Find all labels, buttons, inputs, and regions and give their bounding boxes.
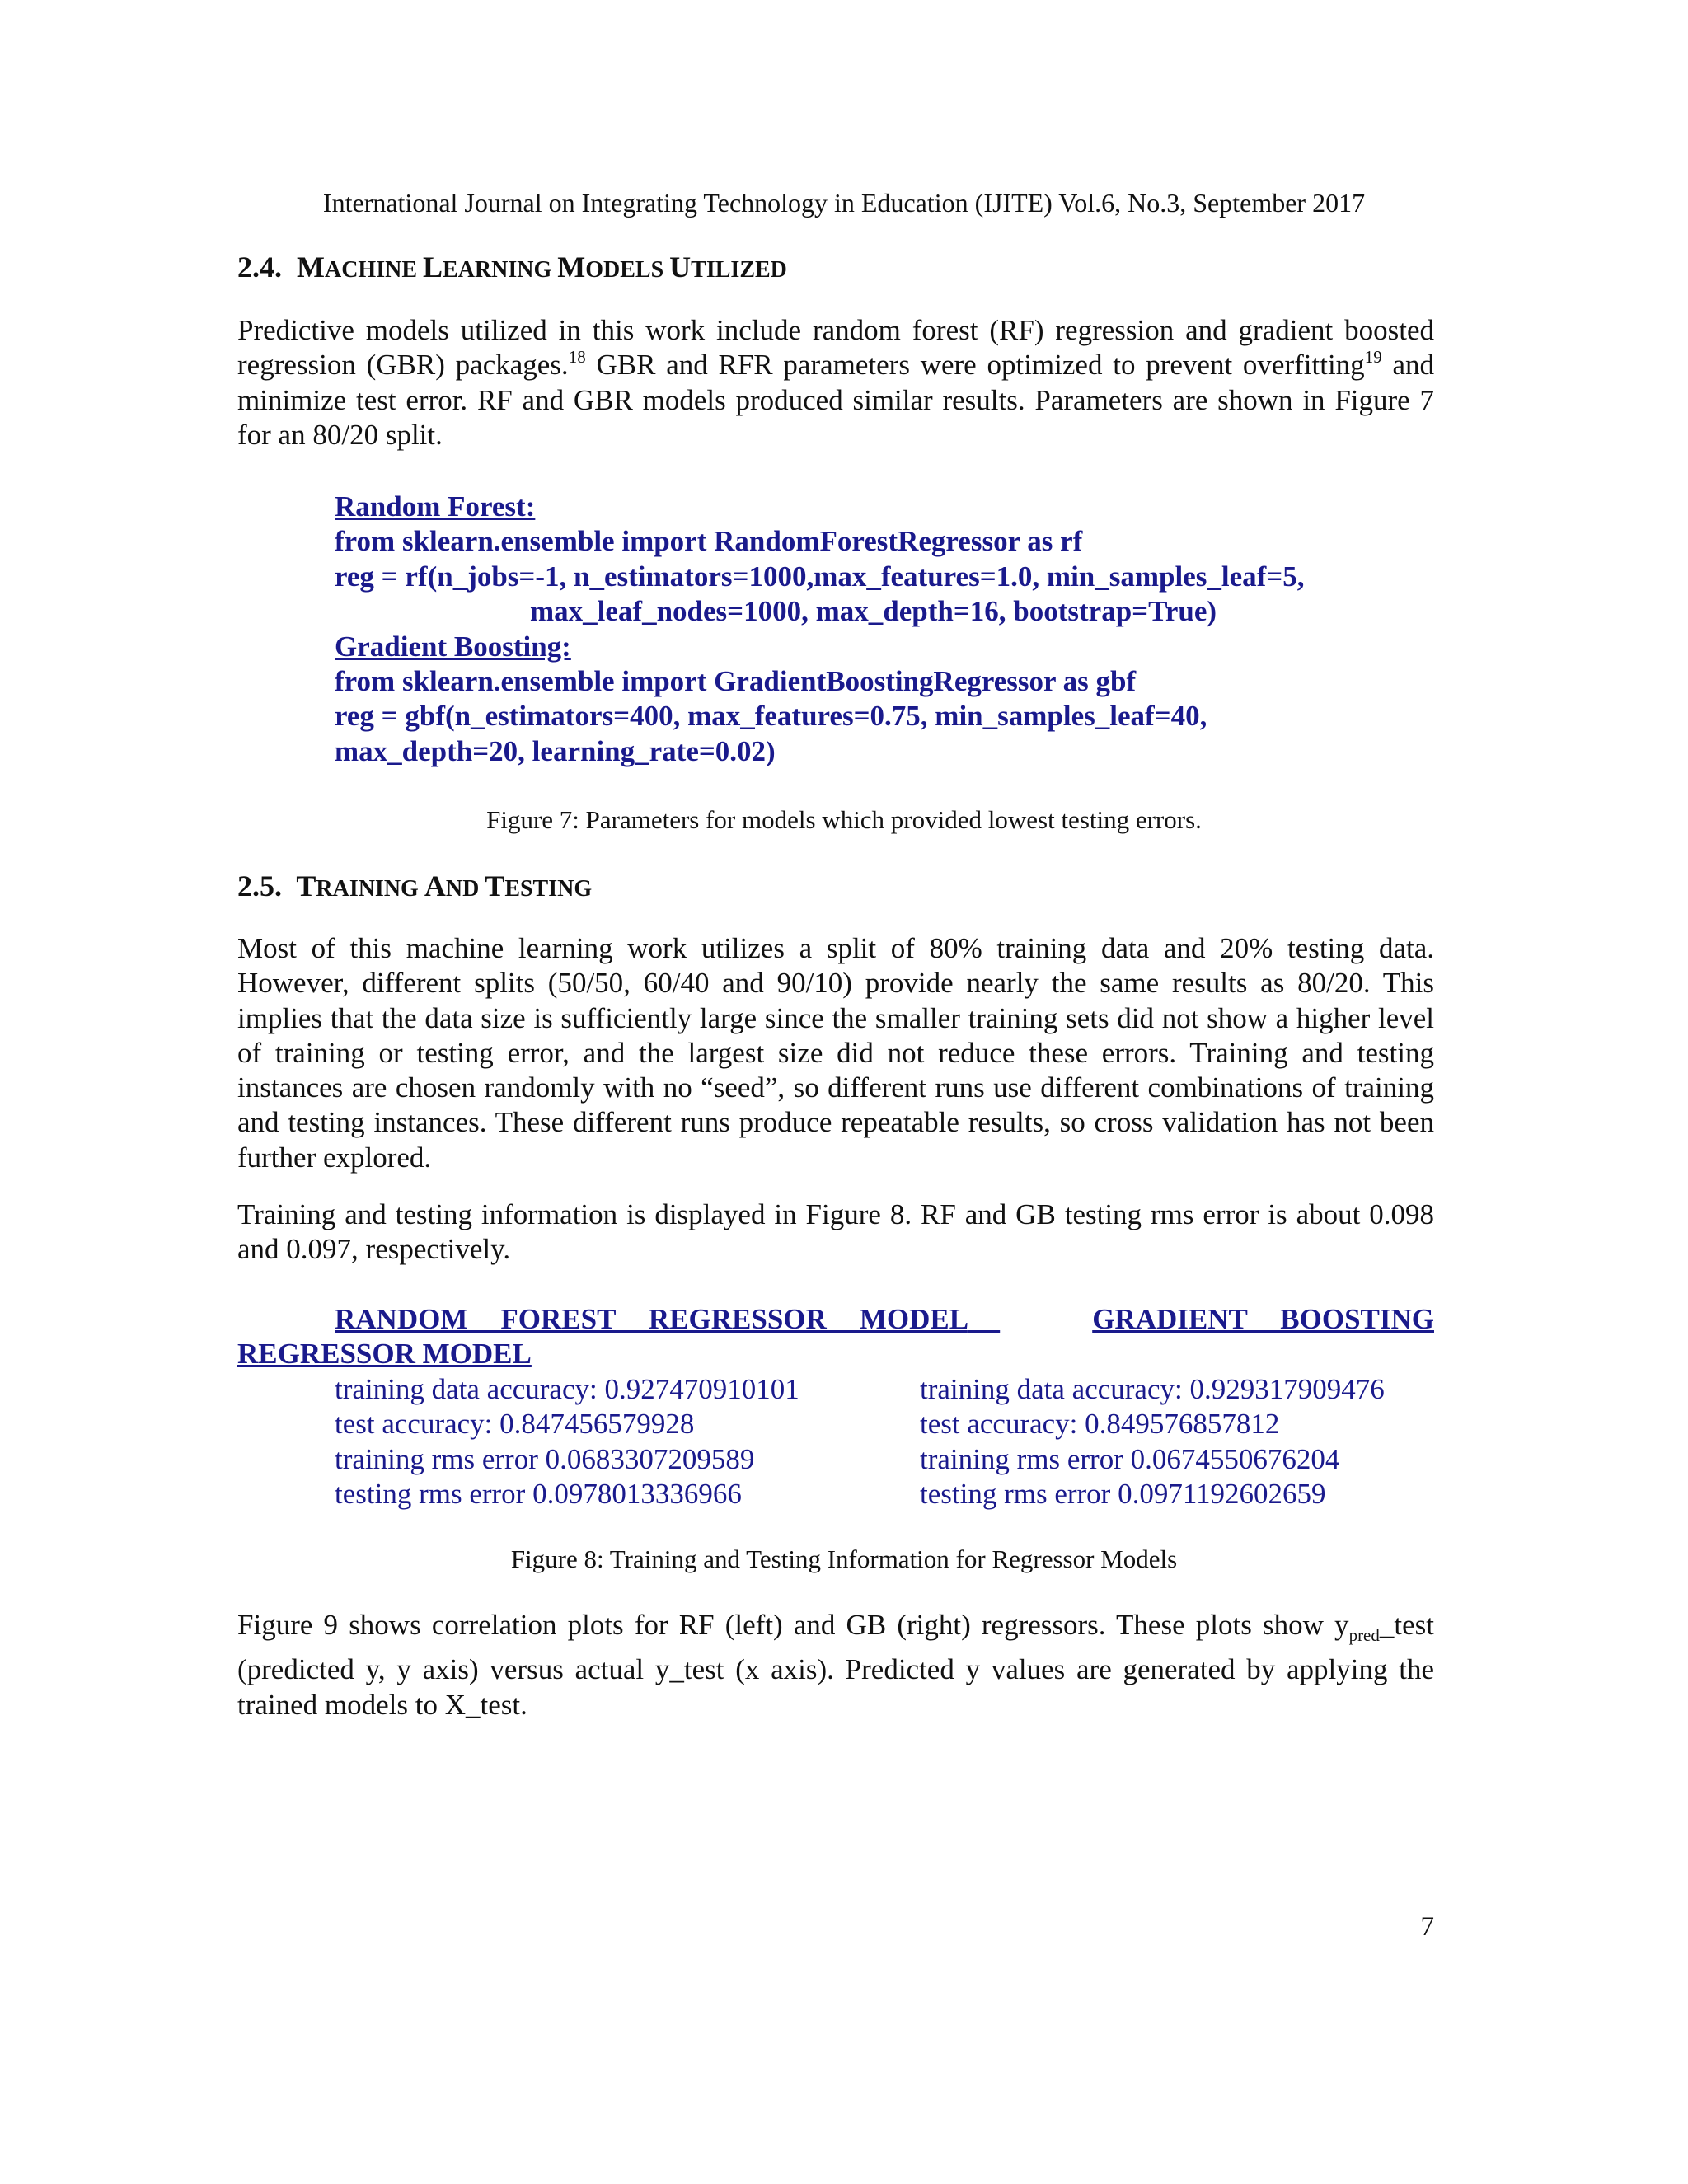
figure8-caption: Figure 8: Training and Testing Information for Regressor Models (510, 1544, 1178, 1573)
pred-subscript: pred (1348, 1625, 1380, 1645)
gb-training-accuracy: training data accuracy: 0.929317909476 (920, 1373, 1385, 1405)
model-headings (237, 1302, 1434, 1371)
rf-training-rms: training rms error 0.0683307209589 (335, 1442, 755, 1475)
rf-model-heading: RANDOM FOREST REGRESSOR MODEL (335, 1303, 968, 1335)
paragraph-figure9-intro: Figure 9 shows correlation plots for RF (left) and GB (right) regressors. These plots show $y_{pred}\_test$ (predicted y, y axis) versus actual y_test (x axis). Predicted y values are generated by applying the trained models to X_test. (237, 1609, 1434, 1721)
section-title: MACHINE LEARNING MODELS UTILIZED (297, 251, 787, 284)
running-header: International Journal on Integrating Technology in Education (IJITE) Vol.6, No.3, September 2017 (322, 188, 1366, 218)
page-number: 7 (1420, 1912, 1434, 1942)
section-title: TRAINING AND TESTING (296, 869, 593, 902)
paragraph-training-testing: Most of this machine learning work utilizes a split of 80% training data and 20% testing data. However, different splits (50/50, 60/40 and 90/10) provide nearly the same results as 80/20. This implies that the data size is sufficiently large since the smaller training sets did not show a higher level of training or testing error, and the largest size did not reduce these errors. Training and testing instances are chosen randomly with no “seed”, so different runs use different combinations of training and testing instances. These different runs produce repeatable results, so cross validation has not been further explored. (237, 932, 1434, 1174)
gb-testing-rms: testing rms error 0.0971192602659 (920, 1477, 1326, 1510)
rf-training-accuracy: training data accuracy: 0.927470910101 (335, 1373, 799, 1405)
gb-code-line2: max_depth=20, learning_rate=0.02) (335, 734, 776, 767)
gb-metrics (920, 1372, 1385, 1511)
rf-testing-rms: testing rms error 0.0978013336966 (335, 1477, 742, 1510)
paragraph-figure8-intro: Training and testing information is displayed in Figure 8. RF and GB testing rms error is about 0.098 and 0.097, respectively. (237, 1198, 1434, 1266)
rf-metrics (335, 1372, 799, 1511)
rf-code-title: Random Forest: (335, 490, 536, 523)
gb-test-accuracy: test accuracy: 0.849576857812 (920, 1408, 1280, 1441)
gb-training-rms: training rms error 0.0674550676204 (920, 1442, 1340, 1475)
gb-model-heading: GRADIENT BOOSTING REGRESSOR MODEL (237, 1303, 1434, 1370)
figure7-caption: Figure 7: Parameters for models which provided lowest testing errors. (486, 805, 1202, 834)
section-heading-2-5 (237, 868, 592, 907)
rf-code-line2: max_leaf_nodes=1000, max_depth=16, bootstrap=True) (530, 595, 1217, 628)
rf-code-import: from sklearn.ensemble import RandomForestRegressor as rf (335, 525, 1083, 558)
footnote-ref-19: 19 (1364, 347, 1382, 368)
rf-code-line1: reg = rf(n_jobs=-1, n_estimators=1000,max_features=1.0, min_samples_leaf=5, (335, 560, 1305, 593)
footnote-ref-18: 18 (568, 347, 586, 368)
section-heading-2-4 (237, 249, 787, 288)
section-number: 2.4. (237, 251, 282, 284)
rf-test-accuracy: test accuracy: 0.847456579928 (335, 1408, 695, 1441)
gb-code-line1: reg = gbf(n_estimators=400, max_features=0.75, min_samples_leaf=40, (335, 700, 1207, 733)
gb-code-import: from sklearn.ensemble import GradientBoostingRegressor as gbf (335, 665, 1137, 698)
section-number: 2.5. (237, 869, 282, 902)
figure7-code-block (335, 490, 1489, 769)
paragraph-models: Predictive models utilized in this work include random forest (RF) regression and gradient boosted regression (GBR) packages.$^{18}$ GBR and RFR parameters were optimized to prevent overfitting$^{19}$ and minimize test error. RF and GBR models produced similar results. Parameters are shown in Figure 7 for an 80/20 split. (237, 314, 1434, 451)
gb-code-title: Gradient Boosting: (335, 630, 571, 663)
